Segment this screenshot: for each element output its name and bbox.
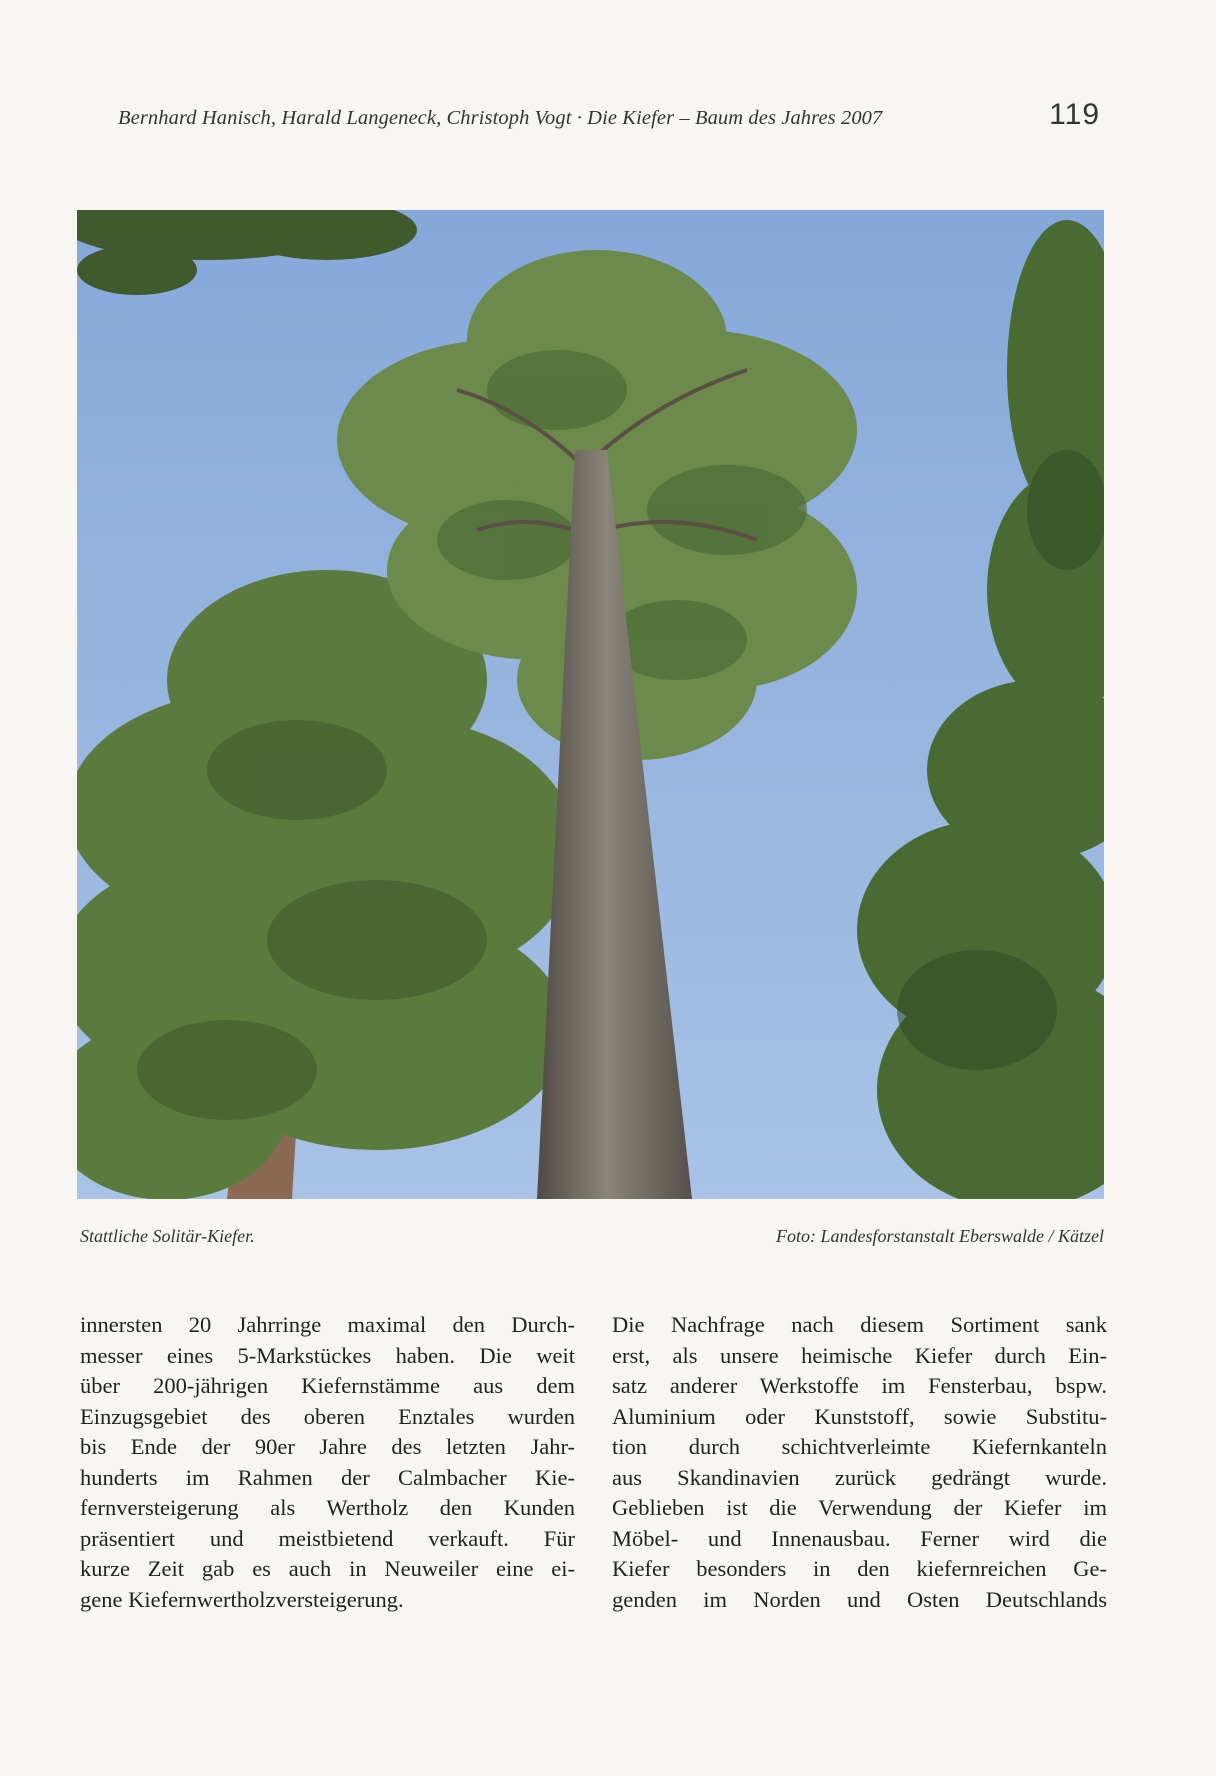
text-line: fernversteigerung als Wertholz den Kunden	[80, 1495, 575, 1520]
text-line: Möbel- und Innenausbau. Ferner wird die	[612, 1525, 1107, 1551]
pine-tree-photo	[77, 210, 1104, 1199]
text-line: Geblieben ist die Verwendung der Kiefer im	[612, 1495, 1107, 1520]
text-line: messer eines 5-Markstückes haben. Die weit	[80, 1342, 575, 1368]
text-line: hunderts im Rahmen der Calmbacher Kie-	[80, 1464, 575, 1490]
text-line: Aluminium oder Kunststoff, sowie Substitu-	[612, 1403, 1107, 1429]
running-title: Bernhard Hanisch, Harald Langeneck, Christoph Vogt · Die Kiefer – Baum des Jahres 2007	[118, 107, 883, 129]
text-line: präsentiert und meistbietend verkauft. Für	[80, 1525, 575, 1551]
text-line: kurze Zeit gab es auch in Neuweiler eine ei-	[80, 1556, 575, 1581]
running-header	[118, 98, 1100, 132]
text-line: innersten 20 Jahrringe maximal den Durch-	[80, 1312, 575, 1337]
caption-title: Stattliche Solitär-Kiefer.	[80, 1226, 255, 1246]
text-column-right	[612, 1310, 1107, 1615]
text-line: genden im Norden und Osten Deutschlands	[612, 1586, 1107, 1612]
text-line: über 200-jährigen Kiefernstämme aus dem	[80, 1373, 575, 1398]
text-line: gene Kiefernwertholzversteigerung.	[80, 1586, 404, 1612]
text-line: aus Skandinavien zurück gedrängt wurde.	[612, 1464, 1107, 1490]
text-line: bis Ende der 90er Jahre des letzten Jahr-	[80, 1434, 575, 1459]
photo-credit: Foto: Landesforstanstalt Eberswalde / Kätzel	[775, 1226, 1104, 1246]
page-number: 119	[1049, 98, 1100, 131]
text-line: erst, als unsere heimische Kiefer durch Ein-	[612, 1342, 1107, 1368]
text-line: tion durch schichtverleimte Kiefernkanteln	[612, 1434, 1107, 1459]
figure-caption	[80, 1226, 1104, 1247]
text-line: Einzugsgebiet des oberen Enztales wurden	[80, 1403, 575, 1429]
text-line: Kiefer besonders in den kiefernreichen Ge-	[612, 1556, 1107, 1581]
text-column-left	[80, 1310, 575, 1615]
text-line: Die Nachfrage nach diesem Sortiment sank	[612, 1312, 1107, 1337]
text-line: satz anderer Werkstoffe im Fensterbau, bspw.	[612, 1373, 1107, 1398]
pine-tree-illustration	[77, 210, 1104, 1199]
